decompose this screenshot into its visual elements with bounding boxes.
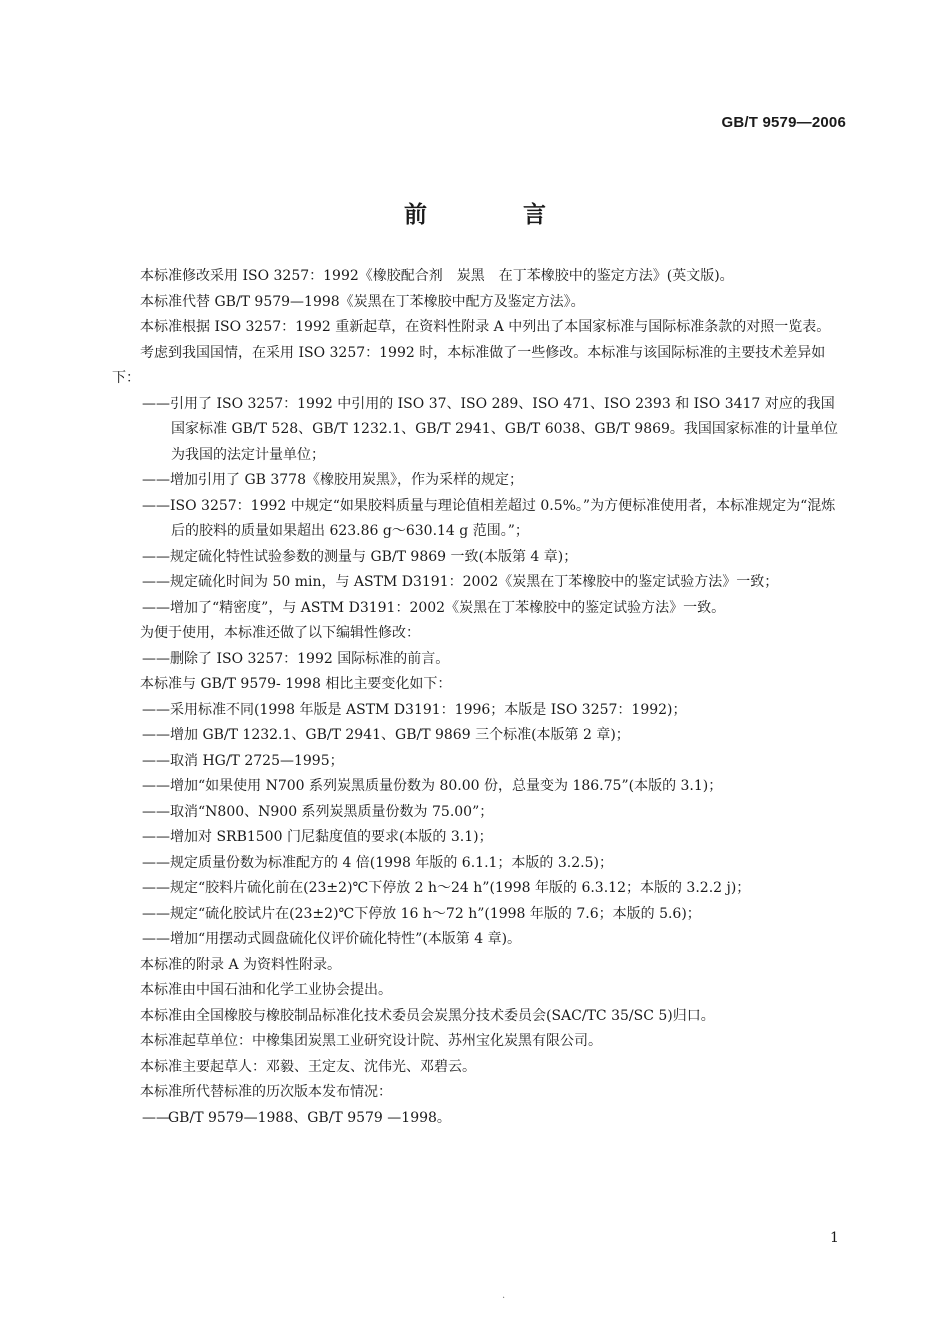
paragraph-drafting-units: 本标准起草单位：中橡集团炭黑工业研究设计院、苏州宝化炭黑有限公司。 xyxy=(140,1033,602,1049)
list-item: ——增加“如果使用 N700 系列炭黑质量份数为 80.00 份，总量变为 186.75”(本版的 3.1)； xyxy=(142,778,723,794)
list-item: ——ISO 3257：1992 中规定“如果胶料质量与理论值相差超过 0.5%。”为方便标准使用者，本标准规定为“混炼后的胶料的质量如果超出 623.86 g～630.14 g 范围。”； xyxy=(142,497,836,539)
list-item: ——增加 GB/T 1232.1、GB/T 2941、GB/T 9869 三个标准(本版第 2 章)； xyxy=(142,727,630,743)
list-item: ——规定质量份数为标准配方的 4 倍(1998 年版的 6.1.1；本版的 3.2.5)； xyxy=(142,854,613,871)
paragraph-drafting-basis: 本标准根据 ISO 3257：1992 重新起草，在资料性附录 A 中列出了本国家标准与国际标准条款的对照一览表。 xyxy=(140,319,831,335)
previous-editions xyxy=(112,1106,848,1132)
list-item: ——引用了 ISO 3257：1992 中引用的 ISO 37、ISO 289、ISO 471、ISO 2393 和 ISO 3417 对应的我国国家标准 GB/T 528、GB/T 1232.1、GB/T 2941、GB/T 6038、GB/T 9869。我国国家标准的计量单位为我国的法定计量单位； xyxy=(142,395,838,463)
paragraph-committee: 本标准由全国橡胶与橡胶制品标准化技术委员会炭黑分技术委员会(SAC/TC 35/SC 5)归口。 xyxy=(140,1007,715,1024)
list-item: ——规定硫化特性试验参数的测量与 GB/T 9869 一致(本版第 4 章)； xyxy=(142,548,578,565)
technical-differences-list xyxy=(112,392,848,622)
paragraph-changes-intro: 本标准与 GB/T 9579- 1998 相比主要变化如下： xyxy=(140,676,452,692)
page-title: 前 言 xyxy=(403,202,590,228)
page-number: 1 xyxy=(830,1230,839,1246)
editorial-changes-list xyxy=(112,647,848,673)
paragraph-drafters: 本标准主要起草人：邓毅、王定友、沈伟光、邓碧云。 xyxy=(140,1058,476,1075)
paragraph-adoption: 本标准修改采用 ISO 3257：1992《橡胶配合剂 炭黑 在丁苯橡胶中的鉴定方法》(英文版)。 xyxy=(140,268,734,284)
paragraph-proposer: 本标准由中国石油和化学工业协会提出。 xyxy=(140,982,392,998)
dash-mark: —— xyxy=(142,1109,170,1126)
paragraph-replacement: 本标准代替 GB/T 9579—1998《炭黑在丁苯橡胶中配方及鉴定方法》。 xyxy=(140,293,585,310)
list-item: ——删除了 ISO 3257：1992 国际标准的前言。 xyxy=(142,650,450,667)
list-item: ——取消 HG/T 2725—1995； xyxy=(142,752,344,769)
list-item: ——增加引用了 GB 3778《橡胶用炭黑》，作为采样的规定； xyxy=(142,472,523,488)
main-changes-list xyxy=(112,698,848,953)
list-item: ——规定硫化时间为 50 min，与 ASTM D3191：2002《炭黑在丁苯橡胶中的鉴定试验方法》一致； xyxy=(142,574,779,590)
previous-editions-text: GB/T 9579—1988、GB/T 9579 —1998。 xyxy=(168,1109,451,1126)
list-item: ——采用标准不同(1998 年版是 ASTM D3191：1996；本版是 ISO 3257：1992)； xyxy=(142,701,687,718)
paragraph-annex: 本标准的附录 A 为资料性附录。 xyxy=(140,956,342,973)
list-item: ——规定“胶料片硫化前在(23±2)℃下停放 2 h～24 h”(1998 年版的 6.3.12；本版的 3.2.2 j)； xyxy=(142,880,751,896)
list-item: ——增加对 SRB1500 门尼黏度值的要求(本版的 3.1)； xyxy=(142,829,493,845)
list-item: ——规定“硫化胶试片在(23±2)℃下停放 16 h～72 h”(1998 年版的 7.6；本版的 5.6)； xyxy=(142,905,701,922)
foreword-body xyxy=(112,264,848,1131)
paragraph-differences-intro: 考虑到我国国情，在采用 ISO 3257：1992 时，本标准做了一些修改。本标准与该国际标准的主要技术差异如下： xyxy=(112,344,826,386)
paragraph-edition-history: 本标准所代替标准的历次版本发布情况： xyxy=(140,1084,392,1100)
list-item: ——取消“N800、N900 系列炭黑质量份数为 75.00”； xyxy=(142,803,494,820)
list-item: ——增加“用摆动式圆盘硫化仪评价硫化特性”(本版第 4 章)。 xyxy=(142,931,522,947)
paragraph-editorial-intro: 为便于使用，本标准还做了以下编辑性修改： xyxy=(140,625,420,641)
list-item: ——增加了“精密度”，与 ASTM D3191：2002《炭黑在丁苯橡胶中的鉴定试验方法》一致。 xyxy=(142,599,726,616)
document-code: GB/T 9579—2006 xyxy=(721,114,846,131)
scan-mark: . xyxy=(502,1290,506,1301)
